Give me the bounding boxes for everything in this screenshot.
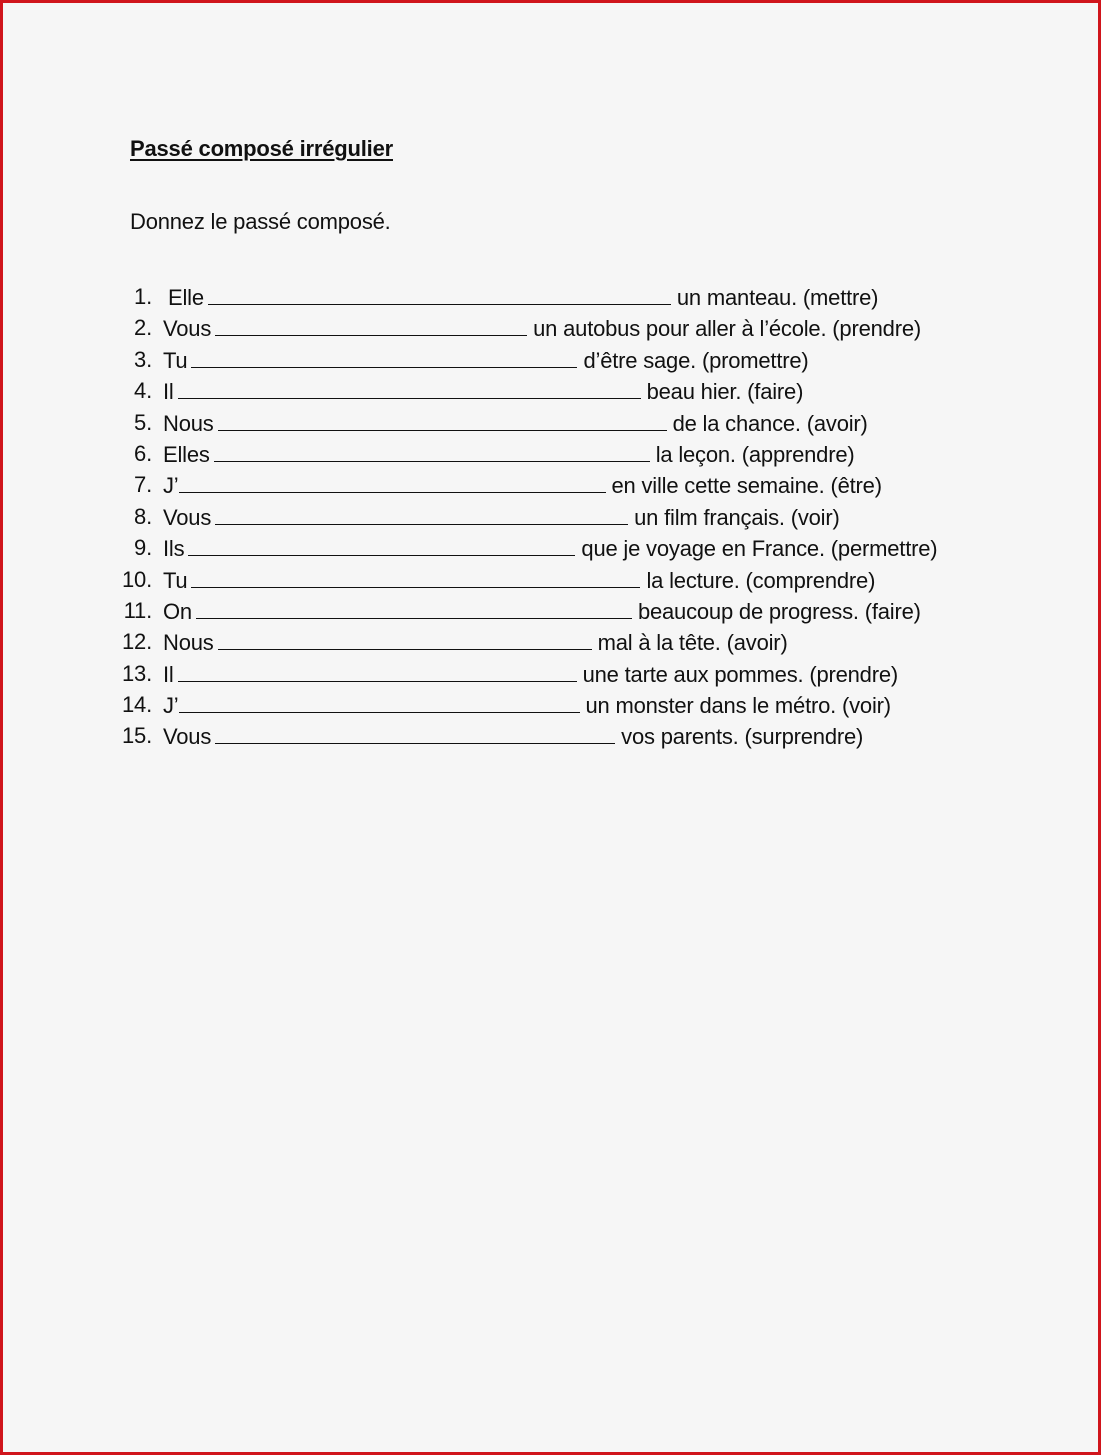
item-subject: J’ — [163, 693, 179, 719]
item-completion: de la chance. (avoir) — [672, 410, 868, 436]
exercise-item — [3, 564, 1098, 595]
item-completion: un autobus pour aller à l’école. (prendre) — [533, 316, 921, 342]
item-number: 11. — [123, 597, 152, 623]
exercise-item — [3, 532, 1098, 563]
exercise-item — [3, 626, 1098, 657]
item-sentence — [163, 689, 891, 721]
item-sentence — [163, 658, 898, 690]
item-number: 10. — [122, 566, 152, 592]
item-completion: que je voyage en France. (permettre) — [581, 536, 938, 562]
item-completion: un monster dans le métro. (voir) — [585, 693, 891, 719]
item-subject: Vous — [163, 504, 212, 530]
item-number: 12. — [122, 629, 152, 655]
exercise-item — [3, 469, 1098, 500]
item-subject: J’ — [163, 473, 179, 499]
item-completion: beau hier. (faire) — [646, 379, 804, 405]
item-sentence — [163, 407, 868, 439]
item-sentence — [163, 532, 937, 564]
answer-blank[interactable] — [215, 501, 628, 525]
item-subject: Ils — [163, 536, 185, 562]
answer-blank[interactable] — [196, 595, 632, 619]
item-number: 5. — [134, 409, 152, 435]
item-sentence — [163, 626, 788, 658]
item-subject: Tu — [163, 567, 188, 593]
item-number: 15. — [122, 723, 152, 749]
item-number: 6. — [134, 440, 152, 466]
answer-blank[interactable] — [215, 312, 527, 336]
item-number: 8. — [134, 503, 152, 529]
item-sentence — [168, 281, 878, 313]
exercise-item — [3, 438, 1098, 469]
exercise-item — [3, 281, 1098, 312]
item-subject: Vous — [163, 724, 212, 750]
item-sentence — [163, 595, 921, 627]
answer-blank[interactable] — [215, 720, 615, 744]
item-completion: un film français. (voir) — [634, 504, 840, 530]
exercise-item — [3, 312, 1098, 343]
exercise-item — [3, 407, 1098, 438]
item-number: 4. — [134, 378, 152, 404]
item-subject: On — [163, 598, 192, 624]
answer-blank[interactable] — [218, 626, 592, 650]
item-number: 2. — [134, 315, 152, 341]
item-number: 14. — [122, 692, 152, 718]
exercise-item — [3, 344, 1098, 375]
answer-blank[interactable] — [191, 564, 640, 588]
exercise-item — [3, 658, 1098, 689]
item-subject: Nous — [163, 630, 214, 656]
answer-blank[interactable] — [178, 658, 577, 682]
item-subject: Elle — [168, 285, 204, 310]
answer-blank[interactable] — [214, 438, 650, 462]
exercise-item — [3, 595, 1098, 626]
exercise-item — [3, 375, 1098, 406]
item-sentence — [163, 312, 921, 344]
item-number: 1. — [134, 284, 152, 309]
item-sentence — [163, 375, 803, 407]
item-sentence — [163, 720, 863, 752]
item-number: 13. — [122, 660, 152, 686]
item-sentence — [163, 501, 840, 533]
answer-blank[interactable] — [178, 375, 641, 399]
answer-blank[interactable] — [188, 532, 575, 556]
exercise-item — [3, 689, 1098, 720]
item-number: 7. — [134, 472, 152, 498]
item-completion: mal à la tête. (avoir) — [597, 630, 788, 656]
item-completion: beaucoup de progress. (faire) — [637, 598, 921, 624]
item-number: 9. — [134, 535, 152, 561]
item-subject: Il — [163, 379, 174, 405]
exercise-list — [3, 281, 1098, 752]
item-sentence — [163, 344, 809, 376]
item-sentence — [163, 438, 855, 470]
item-subject: Tu — [163, 347, 188, 373]
item-subject: Nous — [163, 410, 214, 436]
item-completion: vos parents. (surprendre) — [621, 724, 864, 750]
item-subject: Elles — [163, 441, 210, 467]
item-completion: une tarte aux pommes. (prendre) — [582, 661, 899, 687]
item-completion: un manteau. (mettre) — [676, 285, 879, 310]
item-number: 3. — [134, 346, 152, 372]
item-subject: Vous — [163, 316, 212, 342]
item-completion: la lecture. (comprendre) — [646, 567, 876, 593]
item-sentence — [163, 469, 882, 501]
exercise-item — [3, 720, 1098, 751]
worksheet-title: Passé composé irrégulier — [130, 136, 393, 161]
item-sentence — [163, 564, 875, 596]
item-completion: d’être sage. (promettre) — [583, 347, 809, 373]
answer-blank[interactable] — [191, 344, 577, 368]
item-completion: la leçon. (apprendre) — [655, 441, 855, 467]
answer-blank[interactable] — [218, 407, 667, 431]
exercise-item — [3, 501, 1098, 532]
item-subject: Il — [163, 661, 174, 687]
answer-blank[interactable] — [179, 469, 606, 493]
item-completion: en ville cette semaine. (être) — [611, 473, 882, 499]
answer-blank[interactable] — [208, 281, 671, 305]
answer-blank[interactable] — [179, 689, 580, 713]
worksheet-instruction: Donnez le passé composé. — [130, 209, 391, 234]
